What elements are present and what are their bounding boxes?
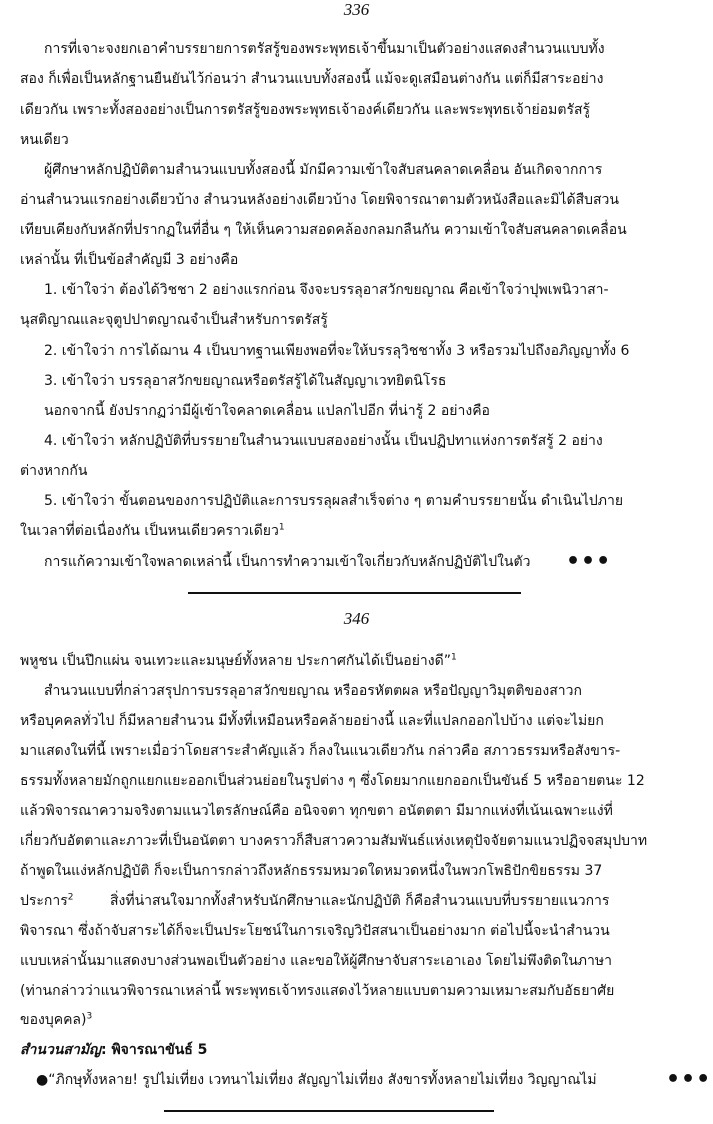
list-item-5: 5. เข้าใจว่า ขั้นตอนของการปฏิบัติและการบรรลุผลสำเร็จต่าง ๆ ตามคำบรรยายนั้น ดำเนินไปภาย	[44, 493, 624, 509]
page-number-336: 336	[343, 0, 370, 19]
text-content: ในเวลาที่ต่อเนื่องกัน เป็นหนเดียวคราวเดียว	[20, 523, 279, 539]
list-item-2: 2. เข้าใจว่า การได้ฌาน 4 เป็นบาทฐานเพียงพอที่จะให้บรรลุวิชชาทั้ง 3 หรือรวมไปถึงอภิญญาทั้ง 6	[44, 343, 630, 359]
text-line: เกี่ยวกับอัตตาและภาวะที่เป็นอนัตตา บางคราวก็สืบสาวความสัมพันธ์แห่งเหตุปัจจัยตามแนวปฏิจจสมุปบาท	[20, 833, 648, 849]
subheading	[20, 1039, 669, 1061]
text-line: นอกจากนี้ ยังปรากฏว่ามีผู้เข้าใจคลาดเคลื่อน แปลกไปอีก ที่น่ารู้ 2 อย่างคือ	[44, 403, 490, 419]
continuation-ellipsis: •••	[666, 1067, 712, 1092]
footnote-mark: 1	[450, 652, 457, 663]
list-item-4: 4. เข้าใจว่า หลักปฏิบัติที่บรรยายในสำนวนแบบสองอย่างนั้น เป็นปฏิปทาแห่งการตรัสรู้ 2 อย่าง	[44, 433, 603, 449]
text-line: เหล่านั้น ที่เป็นข้อสำคัญมี 3 อย่างคือ	[20, 252, 239, 268]
footnote-mark: 1	[278, 522, 285, 533]
text-line: หรือบุคคลทั่วไป ก็มีหลายสำนวน มีทั้งที่เหมือนหรือคล้ายอย่างนี้ และที่แปลกออกไปบ้าง แต่จะไม่ยก	[20, 713, 604, 729]
list-item-3: 3. เข้าใจว่า บรรลุอาสวักขยญาณหรือตรัสรู้ได้ในสัญญาเวทยิตนิโรธ	[44, 373, 447, 389]
text-line: นุสติญาณและจุตูปปาตญาณจำเป็นสำหรับการตรัสรู้	[20, 312, 328, 328]
text-line	[20, 890, 100, 912]
text-line: (ท่านกล่าวว่าแนวพิจารณาเหล่านี้ พระพุทธเจ้าทรงแสดงไว้หลายแบบตามความเหมาะสมกับอัธยาศัย	[20, 983, 615, 999]
text-line	[20, 1009, 669, 1031]
text-line: การที่เจาะจงยกเอาคำบรรยายการตรัสรู้ของพระพุทธเจ้าขึ้นมาเป็นตัวอย่างแสดงสำนวนแบบทั้ง	[44, 41, 605, 57]
text-line: ถ้าพูดในแง่หลักปฏิบัติ ก็จะเป็นการกล่าวถึงหลักธรรมหมวดใดหมวดหนึ่งในพวกโพธิปักขิยธรรม 37	[20, 863, 603, 879]
footnote-mark: 2	[67, 892, 74, 903]
subheading-italic: สำนวนสามัญ	[20, 1042, 101, 1058]
continuation-ellipsis: •••	[566, 549, 612, 574]
text-line: เทียบเคียงกับหลักที่ปรากฏในที่อื่น ๆ ให้เห็นความสอดคล้องกลมกลืนกัน ความเข้าใจสับสนคลาดเคลื่อน	[20, 222, 627, 238]
text-line: หนเดียว	[20, 132, 69, 148]
list-item-1: 1. เข้าใจว่า ต้องได้วิชชา 2 อย่างแรกก่อน จึงจะบรรลุอาสวักขยญาณ คือเข้าใจว่าปุพเพนิวาสา-	[44, 282, 609, 298]
section-divider	[188, 592, 521, 594]
text-line: สอง ก็เพื่อเป็นหลักฐานยืนยันไว้ก่อนว่า สำนวนแบบทั้งสองนี้ แม้จะดูเสมือนต่างกัน แต่ก็มีสาระอย่าง	[20, 71, 604, 87]
text-content: พหูชน เป็นปึกแผ่น จนเทวะและมนุษย์ทั้งหลาย ประกาศกันได้เป็นอย่างดี”	[20, 653, 451, 669]
text-line	[20, 650, 669, 672]
section-divider	[164, 1110, 494, 1112]
bullet-icon: ●	[36, 1072, 49, 1088]
text-line: แบบเหล่านั้นมาแสดงบางส่วนพอเป็นตัวอย่าง และขอให้ผู้ศึกษาจับสาระเอาเอง โดยไม่พึงติดในภาษา	[20, 953, 612, 969]
text-content: ประการ	[20, 893, 68, 909]
text-line: สำนวนแบบที่กล่าวสรุปการบรรลุอาสวักขยญาณ หรืออรหัตตผล หรือปัญญาวิมุตติของสาวก	[44, 683, 583, 699]
text-line: สิ่งที่น่าสนใจมากทั้งสำหรับนักศึกษาและนักปฏิบัติ ก็คือสำนวนแบบที่บรรยายแนวการ	[110, 893, 610, 909]
text-line: ผู้ศึกษาหลักปฏิบัติตามสำนวนแบบทั้งสองนี้ มักมีความเข้าใจสับสนคลาดเคลื่อน อันเกิดจากการ	[44, 162, 603, 178]
text-line: เดียวกัน เพราะทั้งสองอย่างเป็นการตรัสรู้ของพระพุทธเจ้าองค์เดียวกัน และพระพุทธเจ้าย่อมตรัสรู้	[20, 102, 591, 118]
text-content: ของบุคคล)	[20, 1012, 87, 1028]
text-line: พิจารณา ซึ่งถ้าจับสาระได้ก็จะเป็นประโยชน์ในการเจริญวิปัสสนาเป็นอย่างมาก ต่อไปนี้จะนำสำนวน	[20, 923, 610, 939]
text-line: มาแสดงในที่นี้ เพราะเมื่อว่าโดยสาระสำคัญแล้ว ก็ลงในแนวเดียวกัน กล่าวคือ สภาวธรรมหรือสังขาร-	[20, 743, 621, 759]
quote-line	[36, 1069, 662, 1091]
text-line: ต่างหากกัน	[20, 463, 88, 479]
text-line: แล้วพิจารณาความจริงตามแนวไตรลักษณ์คือ อนิจจตา ทุกขตา อนัตตตา มีมากแห่งที่เน้นเฉพาะแง่ที่	[20, 803, 613, 819]
text-line: ธรรมทั้งหลายมักถูกแยกแยะออกเป็นส่วนย่อยในรูปต่าง ๆ ซึ่งโดยมากแยกออกเป็นขันธ์ 5 หรืออายตนะ 12	[20, 773, 645, 789]
page-number-346: 346	[343, 609, 370, 628]
footnote-mark: 3	[86, 1011, 93, 1022]
subheading-rest: : พิจารณาขันธ์ 5	[100, 1042, 208, 1058]
text-line: การแก้ความเข้าใจพลาดเหล่านี้ เป็นการทำความเข้าใจเกี่ยวกับหลักปฏิบัติไปในตัว	[44, 554, 531, 570]
text-line	[20, 520, 669, 542]
text-line: อ่านสำนวนแรกอย่างเดียวบ้าง สำนวนหลังอย่างเดียวบ้าง โดยพิจารณาตามตัวหนังสือและมิได้สืบสวน	[20, 192, 619, 208]
text-content: “ภิกษุทั้งหลาย! รูปไม่เที่ยง เวทนาไม่เที่ยง สัญญาไม่เที่ยง สังขารทั้งหลายไม่เที่ยง วิญญาณไม่	[48, 1072, 597, 1088]
